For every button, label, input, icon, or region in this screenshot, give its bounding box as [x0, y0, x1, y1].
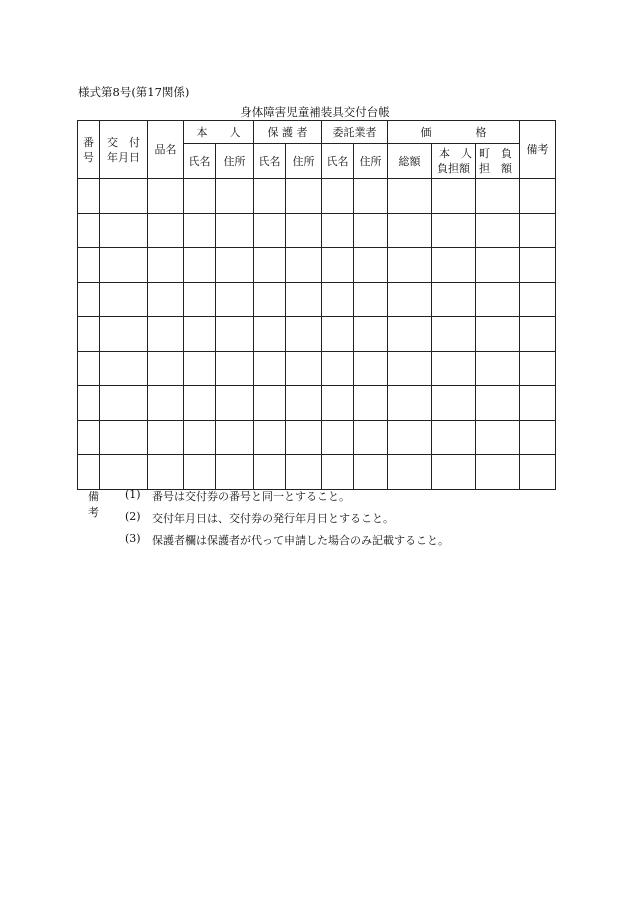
table-cell [286, 213, 322, 248]
table-row [78, 282, 556, 317]
table-cell [216, 282, 254, 317]
table-cell [148, 179, 184, 214]
header-person-address: 住所 [216, 144, 254, 179]
note-text: 番号は交付券の番号と同一とすること。 [152, 490, 350, 503]
table-cell [476, 317, 520, 352]
table-cell [184, 213, 216, 248]
table-cell [432, 282, 476, 317]
header-guardian: 保 護 者 [254, 121, 322, 144]
table-cell [100, 420, 148, 455]
table-cell [148, 420, 184, 455]
table-cell [254, 179, 286, 214]
table-cell [100, 386, 148, 421]
table-cell [78, 179, 100, 214]
table-cell [78, 351, 100, 386]
table-row [78, 420, 556, 455]
table-cell [432, 317, 476, 352]
table-cell [216, 455, 254, 490]
table-cell [286, 282, 322, 317]
table-cell [322, 179, 354, 214]
table-row [78, 386, 556, 421]
table-cell [286, 351, 322, 386]
table-cell [216, 386, 254, 421]
table-cell [388, 420, 432, 455]
header-price-total: 総額 [388, 144, 432, 179]
table-cell [254, 420, 286, 455]
table-cell [216, 213, 254, 248]
header-person: 本 人 [184, 121, 254, 144]
header-row-1 [78, 121, 556, 144]
table-cell [78, 386, 100, 421]
table-cell [388, 317, 432, 352]
table-cell [354, 179, 388, 214]
document-title: 身体障害児童補装具交付台帳 [240, 105, 390, 119]
table-cell [78, 213, 100, 248]
table-row [78, 179, 556, 214]
table-cell [432, 213, 476, 248]
table-cell [254, 282, 286, 317]
table-cell [78, 248, 100, 283]
table-cell [184, 420, 216, 455]
table-cell [216, 179, 254, 214]
table-cell [432, 455, 476, 490]
table-cell [476, 420, 520, 455]
table-cell [148, 455, 184, 490]
form-number: 様式第8号(第17関係) [78, 85, 190, 99]
table-cell [354, 248, 388, 283]
table-cell [254, 248, 286, 283]
table-cell [254, 455, 286, 490]
table-cell [78, 420, 100, 455]
table-row [78, 455, 556, 490]
table-cell [388, 386, 432, 421]
header-contractor-address: 住所 [354, 144, 388, 179]
header-contractor-name: 氏名 [322, 144, 354, 179]
table-cell [388, 351, 432, 386]
table-cell [432, 351, 476, 386]
table-cell [354, 351, 388, 386]
note-number: (1) [125, 488, 141, 501]
table-cell [286, 317, 322, 352]
table-cell [476, 282, 520, 317]
header-person-name: 氏名 [184, 144, 216, 179]
table-cell [322, 420, 354, 455]
table-cell [322, 213, 354, 248]
note-text: 保護者欄は保護者が代って申請した場合のみ記載すること。 [152, 534, 449, 547]
table-cell [184, 282, 216, 317]
table-cell [432, 420, 476, 455]
table-cell [476, 248, 520, 283]
table-cell [322, 282, 354, 317]
table-cell [520, 386, 556, 421]
header-town-burden: 町 負 担 額 [476, 144, 520, 179]
table-cell [254, 386, 286, 421]
table-cell [388, 455, 432, 490]
table-cell [100, 248, 148, 283]
table-cell [100, 351, 148, 386]
table-cell [520, 282, 556, 317]
table-cell [476, 386, 520, 421]
table-cell [476, 455, 520, 490]
table-cell [148, 386, 184, 421]
header-number: 番 号 [78, 121, 100, 179]
table-cell [78, 317, 100, 352]
table-cell [148, 248, 184, 283]
notes-label: 備考 [88, 490, 99, 519]
table-cell [216, 248, 254, 283]
table-cell [520, 179, 556, 214]
table-cell [520, 420, 556, 455]
header-issue-date: 交 付 年月日 [100, 121, 148, 179]
note-text: 交付年月日は、交付券の発行年月日とすること。 [152, 512, 394, 525]
table-cell [354, 455, 388, 490]
table-cell [322, 351, 354, 386]
table-cell [476, 179, 520, 214]
table-cell [520, 455, 556, 490]
table-cell [520, 248, 556, 283]
table-cell [216, 420, 254, 455]
table-cell [100, 213, 148, 248]
table-cell [476, 213, 520, 248]
table-cell [432, 179, 476, 214]
table-cell [286, 455, 322, 490]
table-cell [388, 213, 432, 248]
table-cell [148, 213, 184, 248]
table-cell [148, 317, 184, 352]
table-cell [184, 455, 216, 490]
note-number: (3) [125, 532, 141, 545]
table-cell [254, 317, 286, 352]
table-cell [322, 248, 354, 283]
table-cell [354, 317, 388, 352]
table-cell [254, 351, 286, 386]
table-cell [184, 351, 216, 386]
table-cell [100, 317, 148, 352]
table-cell [286, 386, 322, 421]
table-cell [78, 455, 100, 490]
table-cell [184, 386, 216, 421]
note-number: (2) [125, 510, 141, 523]
header-person-burden: 本 人 負担額 [432, 144, 476, 179]
table-cell [100, 179, 148, 214]
table-cell [148, 351, 184, 386]
table-cell [388, 282, 432, 317]
table-row [78, 351, 556, 386]
table-cell [100, 455, 148, 490]
table-row [78, 317, 556, 352]
header-remarks: 備考 [520, 121, 556, 179]
header-price: 価 格 [388, 121, 520, 144]
table-cell [354, 213, 388, 248]
table-cell [388, 248, 432, 283]
table-cell [286, 420, 322, 455]
table-cell [78, 282, 100, 317]
header-guardian-address: 住所 [286, 144, 322, 179]
table-row [78, 248, 556, 283]
table-cell [520, 351, 556, 386]
table-cell [432, 248, 476, 283]
table-cell [286, 179, 322, 214]
header-contractor: 委託業者 [322, 121, 388, 144]
table-cell [322, 317, 354, 352]
table-cell [216, 351, 254, 386]
header-guardian-name: 氏名 [254, 144, 286, 179]
table-cell [354, 282, 388, 317]
table-cell [520, 317, 556, 352]
table-cell [388, 179, 432, 214]
table-cell [354, 420, 388, 455]
ledger-table [77, 120, 556, 490]
table-cell [184, 179, 216, 214]
table-cell [216, 317, 254, 352]
table-cell [184, 317, 216, 352]
table-cell [148, 282, 184, 317]
table-cell [354, 386, 388, 421]
table-cell [286, 248, 322, 283]
table-cell [322, 386, 354, 421]
table-cell [100, 282, 148, 317]
table-cell [432, 386, 476, 421]
table-cell [184, 248, 216, 283]
table-cell [476, 351, 520, 386]
table-cell [322, 455, 354, 490]
table-row [78, 213, 556, 248]
table-cell [254, 213, 286, 248]
header-item: 品名 [148, 121, 184, 179]
table-cell [520, 213, 556, 248]
